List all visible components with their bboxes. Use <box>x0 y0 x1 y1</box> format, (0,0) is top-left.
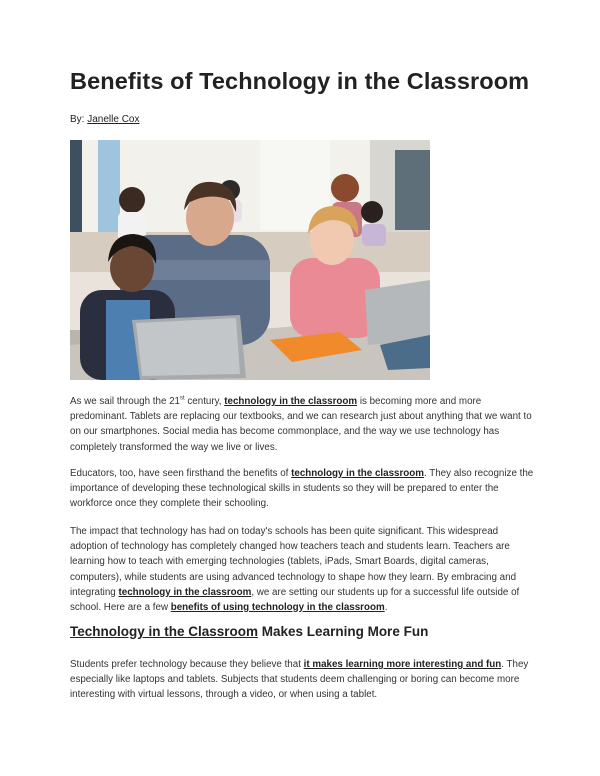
technology-in-the-classroom-link[interactable]: technology in the classroom <box>224 396 358 407</box>
technology-in-the-classroom-link[interactable]: technology in the classroom <box>118 586 252 598</box>
educators-paragraph: Educators, too, have seen firsthand the benefits of technology in the classroom. They also recognize the importance of developing these technological skills in students so they will be prepared to enter the workforce once they complete their schooling. <box>70 468 534 510</box>
classroom-photo <box>70 140 430 380</box>
benefits-link[interactable]: benefits of using technology in the classroom <box>170 602 385 614</box>
section-heading: Technology in the Classroom Makes Learning More Fun <box>70 624 429 639</box>
intro-paragraph: As we sail through the 21st century, technology in the classroom is becoming more and more predominant. Tablets are replacing our textbooks, and we can research just about anything that we want to on our smartphones. Social media has become commonplace, and the way we use technology has completely transformed the way we live or lives. <box>70 395 532 453</box>
heading-link[interactable]: Technology in the Classroom <box>70 624 259 639</box>
byline <box>70 114 140 125</box>
byline-prefix: By: <box>70 114 88 125</box>
author-link[interactable]: Janelle Cox <box>87 114 140 125</box>
impact-paragraph: The impact that technology has had on today's schools has been quite significant. This widespread adoption of technology has completely changed how teachers teach and students learn. Teachers are learning how to teach with emerging technologies (tablets, iPads, Smart Boards, digital cameras, computers), while students are using advanced technology to shape how they learn. By embracing and integrating technology in the classroom, we are setting our students up for a successful life outside of school. Here are a few benefits of using technology in the classroom. <box>70 526 520 614</box>
learning-fun-link[interactable]: it makes learning more interesting and fun <box>303 659 502 670</box>
page-title: Benefits of Technology in the Classroom <box>70 68 530 94</box>
technology-in-the-classroom-link[interactable]: technology in the classroom <box>291 468 424 479</box>
fun-paragraph: Students prefer technology because they believe that it makes learning more interesting and fun. They especially like laptops and tablets. Subjects that students deem challenging or boring can become more interesting with virtual lessons, through a video, or when using a tablet. <box>70 659 529 701</box>
